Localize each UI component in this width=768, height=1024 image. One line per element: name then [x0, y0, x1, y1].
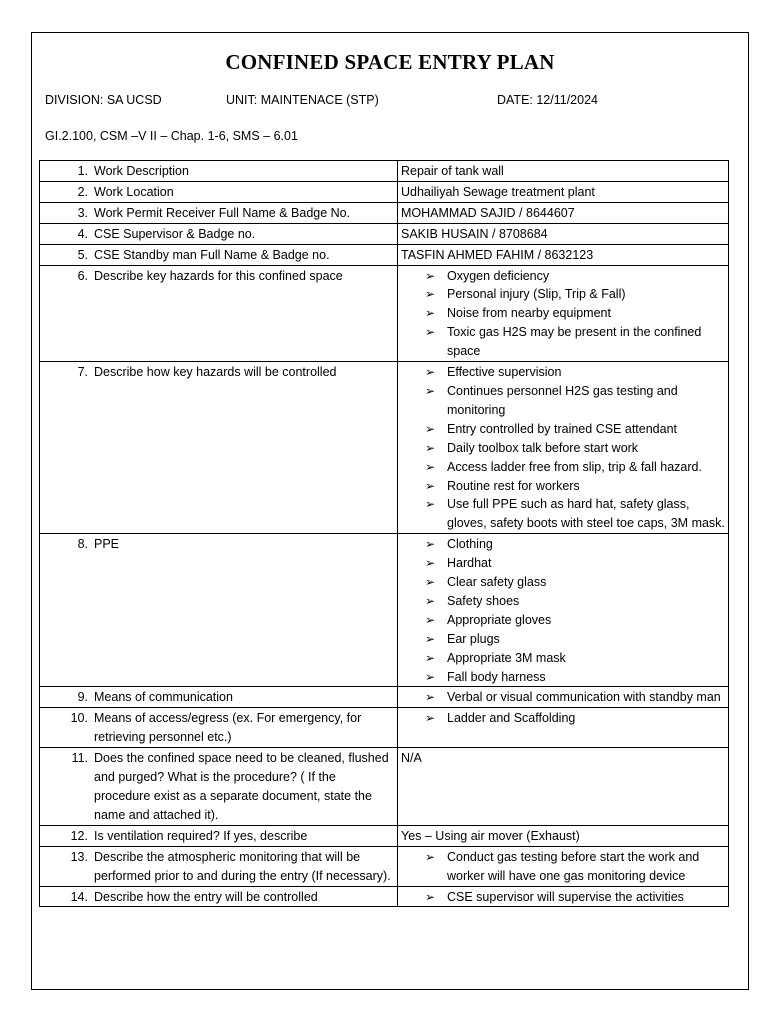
list-item-text: Daily toolbox talk before start work: [447, 440, 639, 455]
table-row: [40, 181, 729, 202]
list-item: [425, 382, 725, 420]
arrow-bullet-icon: ➢: [425, 612, 436, 627]
row-value: Yes – Using air mover (Exhaust): [401, 828, 580, 843]
row-label: Describe how key hazards will be controlled: [94, 365, 337, 380]
table-row: [40, 223, 729, 244]
arrow-bullet-icon: ➢: [425, 421, 436, 436]
table-row: [40, 265, 729, 362]
arrow-bullet-icon: ➢: [425, 593, 436, 608]
row-number: 2.: [77, 184, 88, 199]
list-item: [425, 554, 725, 573]
row-description-cell: [40, 202, 398, 223]
list-item-text: Continues personnel H2S gas testing and monitoring: [447, 383, 678, 417]
row-description-cell: [40, 886, 398, 907]
list-item: [425, 363, 725, 382]
row-label: Means of access/egress (ex. For emergency, for retrieving personnel etc.): [94, 711, 362, 745]
row-value-cell: [398, 244, 729, 265]
row-value-cell: [398, 181, 729, 202]
row-value-cell: [398, 687, 729, 708]
row-value-cell: [398, 846, 729, 886]
row-description-cell: [40, 708, 398, 748]
bullet-list: [401, 688, 725, 707]
table-row: [40, 708, 729, 748]
list-item-text: Personal injury (Slip, Trip & Fall): [447, 287, 626, 302]
table-row: [40, 161, 729, 182]
arrow-bullet-icon: ➢: [425, 556, 436, 571]
bullet-list: [401, 267, 725, 362]
table-row: [40, 687, 729, 708]
row-number: 12.: [70, 828, 88, 843]
list-item: [425, 611, 725, 630]
row-label: Work Description: [94, 164, 189, 178]
list-item: [425, 649, 725, 668]
row-description-cell: [40, 223, 398, 244]
list-item-text: Safety shoes: [447, 593, 520, 608]
arrow-bullet-icon: ➢: [425, 650, 436, 665]
row-number: 3.: [77, 205, 88, 220]
list-item-text: Effective supervision: [447, 365, 562, 380]
list-item-text: Ladder and Scaffolding: [447, 711, 576, 726]
list-item: [425, 439, 725, 458]
row-description-cell: [40, 825, 398, 846]
list-item-text: Entry controlled by trained CSE attendant: [447, 421, 677, 436]
arrow-bullet-icon: ➢: [425, 287, 436, 302]
list-item: [425, 304, 725, 323]
row-value: SAKIB HUSAIN / 8708684: [401, 226, 548, 241]
row-label: PPE: [94, 537, 120, 552]
row-value: MOHAMMAD SAJID / 8644607: [401, 205, 575, 220]
arrow-bullet-icon: ➢: [425, 440, 436, 455]
list-item: [425, 458, 725, 477]
table-row: [40, 534, 729, 687]
row-label: CSE Supervisor & Badge no.: [94, 226, 256, 241]
row-description-cell: [40, 181, 398, 202]
row-description-cell: [40, 265, 398, 362]
row-label: Work Location: [94, 184, 174, 199]
row-label: Describe the atmospheric monitoring that will be performed prior to and during the entry (If necessary).: [94, 849, 391, 883]
row-number: 10.: [70, 711, 88, 726]
list-item: [425, 420, 725, 439]
row-value: TASFIN AHMED FAHIM / 8632123: [401, 247, 594, 262]
row-description-cell: [40, 362, 398, 534]
arrow-bullet-icon: ➢: [425, 459, 436, 474]
table-row: [40, 748, 729, 826]
row-number: 4.: [77, 226, 88, 241]
row-value-cell: [398, 223, 729, 244]
row-label: CSE Standby man Full Name & Badge no.: [94, 247, 330, 262]
list-item-text: Oxygen deficiency: [447, 268, 550, 283]
row-number: 5.: [77, 247, 88, 262]
row-number: 8.: [77, 537, 88, 552]
list-item-text: CSE supervisor will supervise the activities: [447, 889, 684, 904]
row-number: 1.: [77, 164, 88, 178]
row-value-cell: [398, 202, 729, 223]
list-item: [425, 477, 725, 496]
list-item: [425, 573, 725, 592]
arrow-bullet-icon: ➢: [425, 478, 436, 493]
list-item-text: Ear plugs: [447, 631, 500, 646]
row-value-cell: [398, 362, 729, 534]
row-value-cell: [398, 886, 729, 907]
list-item: [425, 267, 725, 286]
arrow-bullet-icon: ➢: [425, 537, 436, 552]
arrow-bullet-icon: ➢: [425, 325, 436, 340]
list-item-text: Toxic gas H2S may be present in the confined space: [447, 325, 702, 359]
row-label: Does the confined space need to be cleaned, flushed and purged? What is the procedure? ( If the procedure exist as a separate document, state the name and attached it).: [94, 751, 389, 822]
reference-line: GI.2.100, CSM –V II – Chap. 1-6, SMS – 6.01: [45, 129, 298, 143]
list-item-text: Hardhat: [447, 556, 492, 571]
row-label: Is ventilation required? If yes, describe: [94, 828, 308, 843]
table-row: [40, 825, 729, 846]
arrow-bullet-icon: ➢: [425, 365, 436, 380]
table-row: [40, 886, 729, 907]
row-value-cell: [398, 534, 729, 687]
arrow-bullet-icon: ➢: [425, 497, 436, 512]
table-row: [40, 202, 729, 223]
document-frame: [31, 32, 749, 990]
row-description-cell: [40, 534, 398, 687]
row-number: 6.: [77, 268, 88, 283]
row-number: 7.: [77, 365, 88, 380]
bullet-list: [401, 535, 725, 686]
list-item-text: Noise from nearby equipment: [447, 306, 611, 321]
list-item: [425, 630, 725, 649]
entry-plan-table: [39, 160, 729, 907]
table-row: [40, 846, 729, 886]
row-description-cell: [40, 846, 398, 886]
list-item: [425, 888, 725, 907]
arrow-bullet-icon: ➢: [425, 383, 436, 398]
arrow-bullet-icon: ➢: [425, 690, 436, 705]
row-description-cell: [40, 687, 398, 708]
date-field: DATE: 12/11/2024: [497, 93, 598, 107]
row-value: Repair of tank wall: [401, 164, 504, 178]
table-row: [40, 244, 729, 265]
table-row: [40, 362, 729, 534]
arrow-bullet-icon: ➢: [425, 669, 436, 684]
unit-field: UNIT: MAINTENACE (STP): [226, 93, 379, 107]
arrow-bullet-icon: ➢: [425, 631, 436, 646]
row-value-cell: [398, 825, 729, 846]
list-item: [425, 668, 725, 687]
arrow-bullet-icon: ➢: [425, 849, 436, 864]
list-item-text: Use full PPE such as hard hat, safety glass, gloves, safety boots with steel toe caps, 3M mask.: [447, 497, 725, 531]
list-item: [425, 709, 725, 728]
list-item-text: Appropriate 3M mask: [447, 650, 566, 665]
row-number: 9.: [77, 690, 88, 705]
arrow-bullet-icon: ➢: [425, 575, 436, 590]
list-item-text: Clothing: [447, 537, 493, 552]
list-item: [425, 688, 725, 707]
bullet-list: [401, 363, 725, 533]
row-description-cell: [40, 244, 398, 265]
division-field: DIVISION: SA UCSD: [45, 93, 162, 107]
list-item: [425, 323, 725, 361]
list-item-text: Verbal or visual communication with standby man: [447, 690, 721, 705]
row-label: Work Permit Receiver Full Name & Badge No.: [94, 205, 351, 220]
row-label: Describe key hazards for this confined space: [94, 268, 343, 283]
row-value: Udhailiyah Sewage treatment plant: [401, 184, 595, 199]
row-number: 14.: [70, 889, 88, 904]
page-title: CONFINED SPACE ENTRY PLAN: [225, 50, 555, 74]
list-item: [425, 848, 725, 886]
row-value-cell: [398, 708, 729, 748]
list-item-text: Clear safety glass: [447, 575, 547, 590]
row-value-cell: [398, 161, 729, 182]
list-item: [425, 285, 725, 304]
row-description-cell: [40, 748, 398, 826]
list-item: [425, 535, 725, 554]
list-item: [425, 495, 725, 533]
bullet-list: [401, 848, 725, 886]
bullet-list: [401, 709, 725, 728]
row-number: 11.: [71, 751, 88, 766]
row-description-cell: [40, 161, 398, 182]
list-item-text: Access ladder free from slip, trip & fall hazard.: [447, 459, 702, 474]
list-item-text: Fall body harness: [447, 669, 546, 684]
bullet-list: [401, 888, 725, 907]
arrow-bullet-icon: ➢: [425, 889, 436, 904]
row-value: N/A: [401, 751, 422, 766]
list-item-text: Routine rest for workers: [447, 478, 580, 493]
row-value-cell: [398, 748, 729, 826]
row-number: 13.: [70, 849, 88, 864]
list-item: [425, 592, 725, 611]
list-item-text: Appropriate gloves: [447, 612, 552, 627]
list-item-text: Conduct gas testing before start the work and worker will have one gas monitoring device: [447, 849, 700, 883]
row-label: Describe how the entry will be controlled: [94, 889, 318, 904]
row-label: Means of communication: [94, 690, 233, 705]
arrow-bullet-icon: ➢: [425, 268, 436, 283]
row-value-cell: [398, 265, 729, 362]
arrow-bullet-icon: ➢: [425, 306, 436, 321]
arrow-bullet-icon: ➢: [425, 711, 436, 726]
